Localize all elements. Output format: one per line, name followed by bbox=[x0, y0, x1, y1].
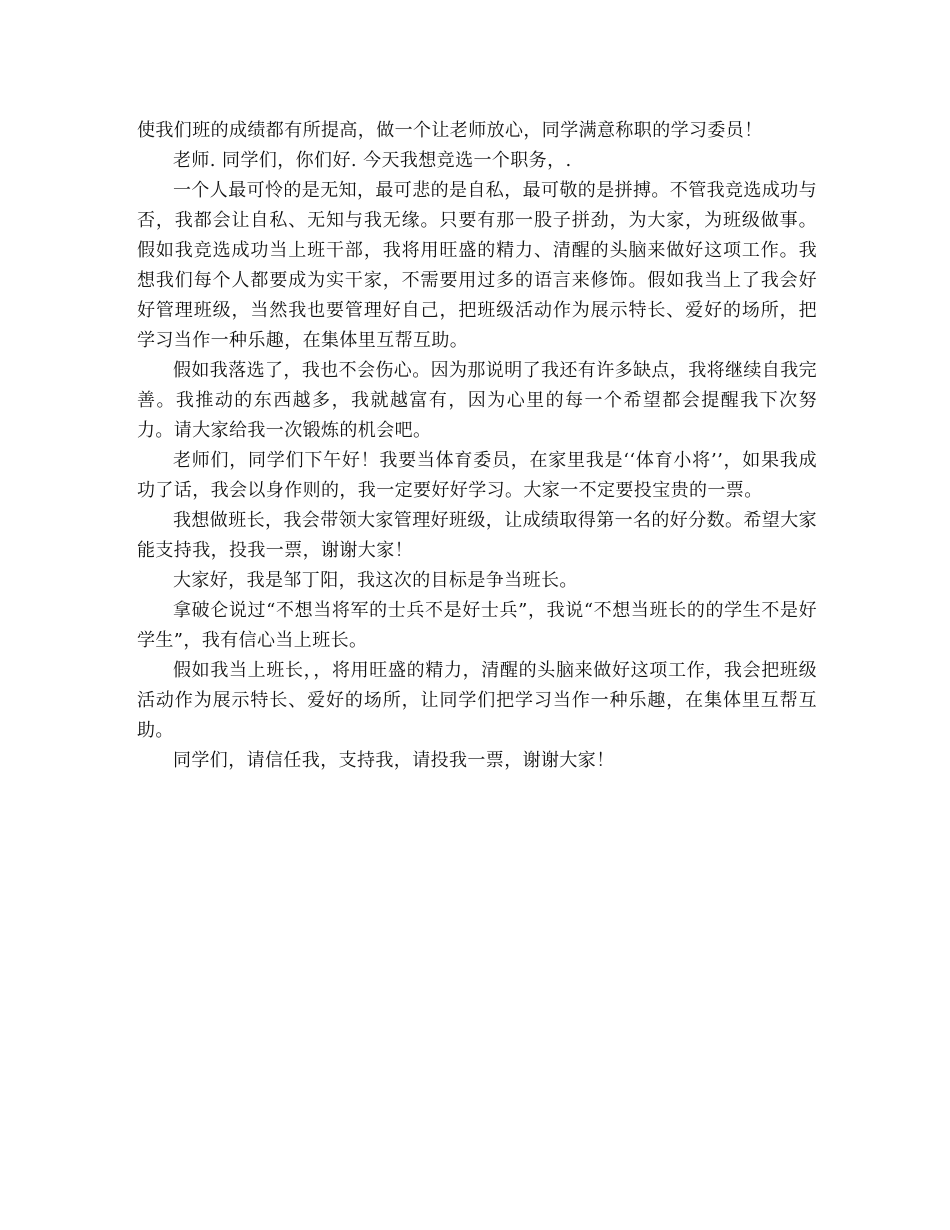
paragraph-sports-committee: 老师们，同学们下午好！我要当体育委员，在家里我是‘‘体育小将’’，如果我成功了话，我会以身作则的，我一定要好好学习。大家一不定要投宝贵的一票。 bbox=[137, 450, 817, 501]
paragraph-monitor-plan: 假如我当上班长，，将用旺盛的精力，清醒的头脑来做好这项工作，我会把班级活动作为展示特长、爱好的场所，让同学们把学习当作一种乐趣，在集体里互帮互助。 bbox=[137, 660, 817, 741]
paragraph-speech-2: 假如我落选了，我也不会伤心。因为那说明了我还有许多缺点，我将继续自我完善。我推动的东西越多，我就越富有，因为心里的每一个希望都会提醒我下次努力。请大家给我一次锻炼的机会吧。 bbox=[137, 360, 817, 441]
paragraph-continuation: 使我们班的成绩都有所提高，做一个让老师放心，同学满意称职的学习委员！ bbox=[137, 120, 763, 141]
paragraph-napoleon-quote: 拿破仑说过“不想当将军的士兵不是好士兵”，我说“不想当班长的的学生不是好学生”，我有信心当上班长。 bbox=[137, 600, 817, 651]
document-body bbox=[137, 116, 817, 776]
paragraph-monitor-1: 我想做班长，我会带领大家管理好班级，让成绩取得第一名的好分数。希望大家能支持我，投我一票，谢谢大家！ bbox=[137, 510, 817, 561]
paragraph-closing: 同学们，请信任我，支持我，请投我一票，谢谢大家！ bbox=[173, 750, 615, 771]
paragraph-intro: 大家好，我是邹丁阳，我这次的目标是争当班长。 bbox=[173, 570, 578, 591]
paragraph-speech-1: 一个人最可怜的是无知，最可悲的是自私，最可敬的是拼搏。不管我竞选成功与否，我都会让自私、无知与我无缘。只要有那一股子拼劲，为大家，为班级做事。假如我竞选成功当上班干部，我将用旺盛的精力、清醒的头脑来做好这项工作。我想我们每个人都要成为实干家，不需要用过多的语言来修饰。假如我当上了我会好好管理班级，当然我也要管理好自己，把班级活动作为展示特长、爱好的场所，把学习当作一种乐趣，在集体里互帮互助。 bbox=[137, 180, 817, 351]
paragraph-greeting: 老师. 同学们，你们好. 今天我想竞选一个职务，. bbox=[173, 150, 572, 171]
